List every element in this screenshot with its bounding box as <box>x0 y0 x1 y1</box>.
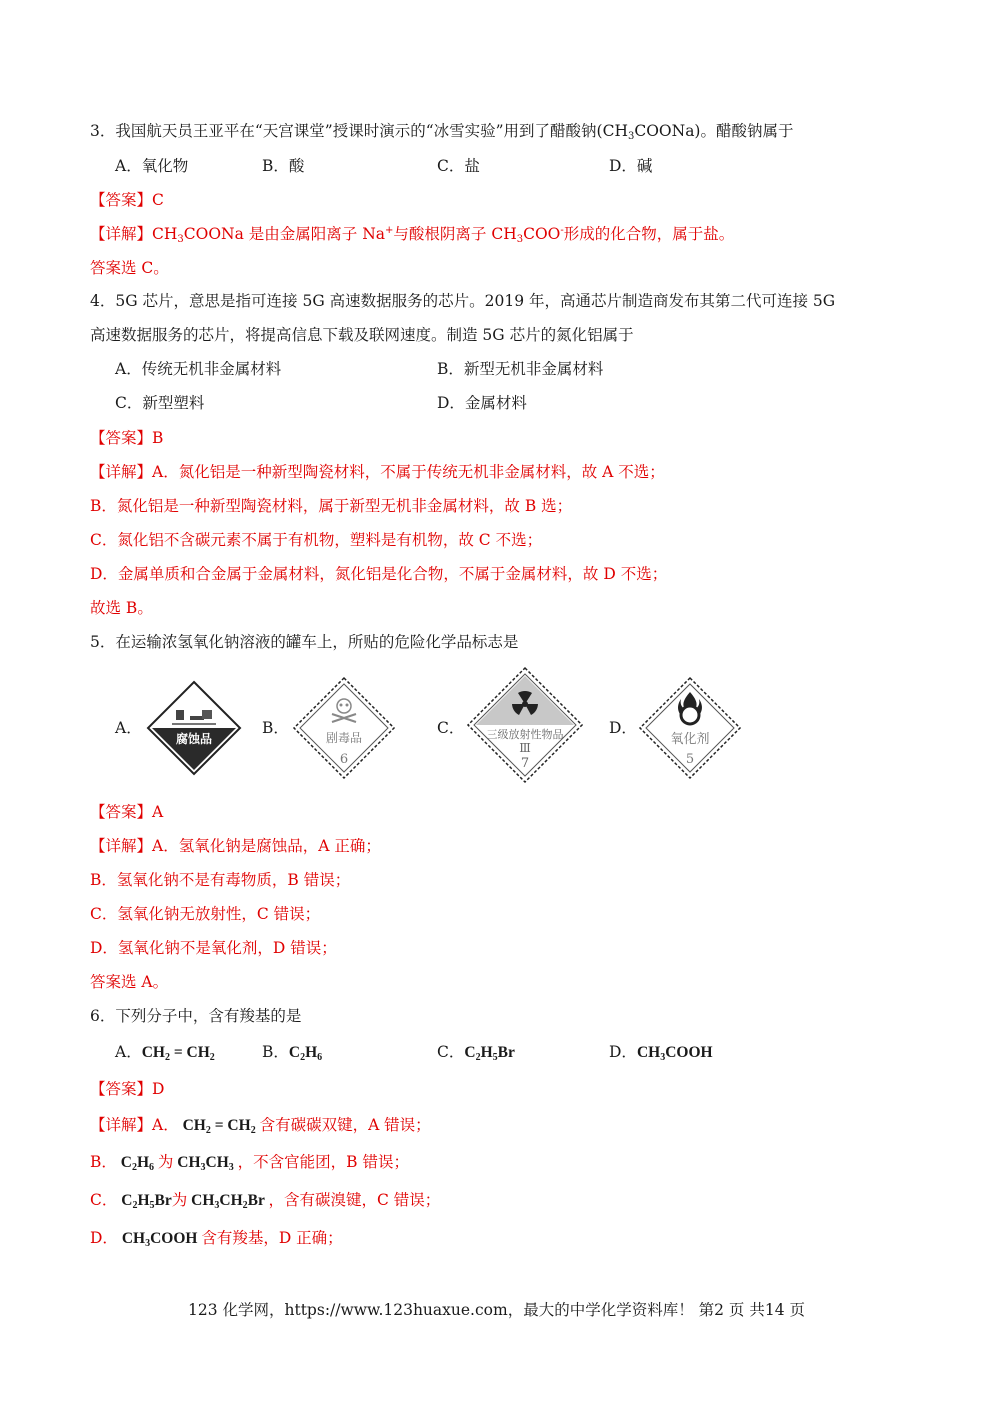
page-footer: 123 化学网，https://www.123huaxue.com，最大的中学化学资料库！ 第2 页 共14 页 <box>187 1301 805 1319</box>
q6-stem: 6．下列分子中，含有羧基的是 <box>90 1007 302 1025</box>
q6-option-b: B．$C_2H_6$ <box>262 1043 323 1063</box>
q3-option-d: D．碱 <box>609 157 653 175</box>
q5-stem: 5．在运输浓氢氧化钠溶液的罐车上，所贴的危险化学品标志是 <box>90 633 519 651</box>
q6-detail-b: B． $C_2H_6$ 为 $CH_3CH_3$ ，不含官能团，B 错误； <box>90 1153 409 1173</box>
q6-detail-c: C． $C_2H_5Br$为 $CH_3CH_2Br$ ，含有碳溴键，C 错误； <box>90 1191 441 1211</box>
q4-detail-a: 【详解】A．氮化铝是一种新型陶瓷材料，不属于传统无机非金属材料，故 A 不选； <box>90 463 665 481</box>
q5-option-b-letter: B． <box>262 719 289 737</box>
q4-option-c: C．新型塑料 <box>115 394 205 412</box>
toxic-sign-label: 剧毒品 <box>325 731 363 745</box>
q4-stem-line2: 高速数据服务的芯片，将提高信息下载及联网速度。制造 5G 芯片的氮化铝属于 <box>90 326 634 344</box>
q6-option-c: C．$C_2H_5Br$ <box>437 1043 515 1063</box>
formula-acetic-acid: $CH_3COOH$ <box>636 1044 713 1063</box>
formula-bromoethane: $C_2H_5Br$ <box>464 1044 515 1063</box>
q4-conclusion: 故选 B。 <box>90 599 153 617</box>
q5-detail-b: B．氢氧化钠不是有毒物质，B 错误； <box>90 871 351 889</box>
q3-option-a: A．氧化物 <box>115 157 189 175</box>
q4-stem-line1: 4．5G 芯片，意思是指可连接 5G 高速数据服务的芯片。2019 年，高通芯片制造商发布其第二代可连接 5G <box>90 292 836 310</box>
radioactive-sign-roman: Ⅲ <box>519 741 531 755</box>
q5-conclusion: 答案选 A。 <box>90 973 169 991</box>
q5-option-a-letter: A． <box>115 719 142 737</box>
q4-detail-c: C．氮化铝不含碳元素不属于有机物，塑料是有机物，故 C 不选； <box>90 531 543 549</box>
q4-option-d: D．金属材料 <box>437 394 527 412</box>
formula-ethane: $C_2H_6$ <box>288 1044 323 1063</box>
q4-option-a: A．传统无机非金属材料 <box>115 360 282 378</box>
corrosive-sign-label: 腐蚀品 <box>175 732 213 746</box>
q5-detail-a: 【详解】A．氢氧化钠是腐蚀品，A 正确； <box>90 837 381 855</box>
q4-answer: 【答案】B <box>90 429 164 447</box>
q4-detail-b: B．氮化铝是一种新型陶瓷材料，属于新型无机非金属材料，故 B 选； <box>90 497 573 515</box>
q6-detail-d: D． $CH_3COOH$ 含有羧基，D 正确； <box>90 1229 343 1249</box>
toxic-sign-icon <box>292 676 396 780</box>
formula-ethylene: $CH_2 = CH_2$ <box>141 1044 215 1063</box>
q3-option-c: C．盐 <box>437 157 480 175</box>
q5-option-c-letter: C． <box>437 719 465 737</box>
q4-detail-d: D．金属单质和合金属于金属材料，氮化铝是化合物，不属于金属材料，故 D 不选； <box>90 565 668 583</box>
oxidizer-sign-icon <box>638 676 742 780</box>
q3-detail: 【详解】$CH_3COONa$ 是由金属阳离子 Na+与酸根阴离子 $CH_3COO^-$形成的化合物，属于盐。 <box>90 225 735 245</box>
q6-option-d: D．$CH_3COOH$ <box>609 1043 713 1063</box>
q5-answer: 【答案】A <box>90 803 164 821</box>
q6-detail-a: 【详解】A． $CH_2 = CH_2$ 含有碳碳双键，A 错误； <box>90 1116 431 1136</box>
radioactive-sign-label: 三级放射性物品 <box>486 728 564 741</box>
q3-answer: 【答案】C <box>90 191 164 209</box>
oxidizer-sign-number: 5 <box>685 752 695 767</box>
q6-option-a: A．$CH_2 = CH_2$ <box>115 1043 215 1063</box>
q6-answer: 【答案】D <box>90 1080 165 1098</box>
q4-option-b: B．新型无机非金属材料 <box>437 360 604 378</box>
corrosive-sign-icon <box>146 680 242 776</box>
radioactive-sign-number: 7 <box>520 756 530 771</box>
toxic-sign-number: 6 <box>339 752 349 767</box>
q3-option-b: B．酸 <box>262 157 305 175</box>
q5-detail-d: D．氢氧化钠不是氧化剂，D 错误； <box>90 939 337 957</box>
radioactive-sign-icon <box>466 666 584 784</box>
q3-stem: 3．我国航天员王亚平在“天宫课堂”授课时演示的“冰雪实验”用到了醋酸钠$(CH_3COONa)$。醋酸钠属于 <box>90 122 794 142</box>
oxidizer-sign-label: 氧化剂 <box>670 732 710 747</box>
q3-conclusion: 答案选 C。 <box>90 259 169 277</box>
q5-option-d-letter: D． <box>609 719 637 737</box>
q5-detail-c: C．氢氧化钠无放射性，C 错误； <box>90 905 321 923</box>
